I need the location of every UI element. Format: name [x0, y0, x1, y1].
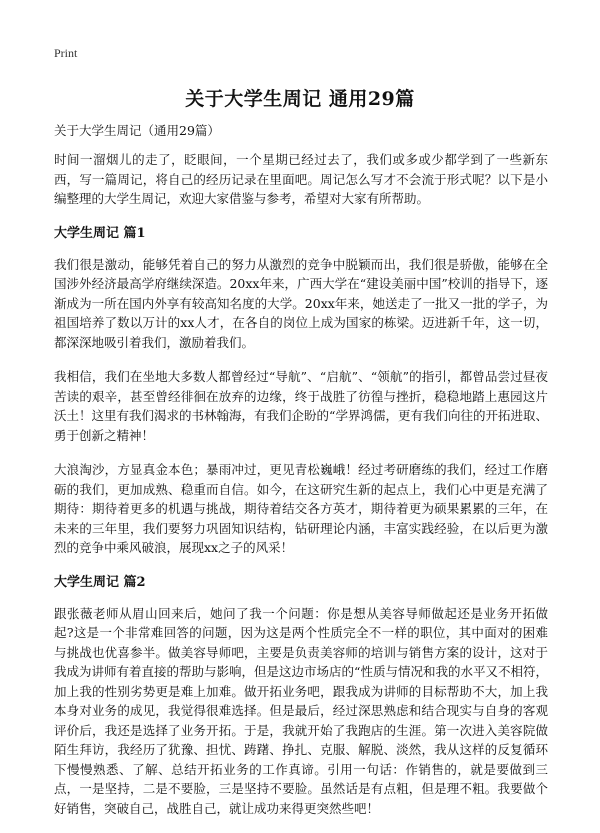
intro-paragraph: 时间一溜烟儿的走了，眨眼间，一个星期已经过去了，我们或多或少都学到了一些新东西，写一篇周记，将自己的经历记录在里面吧。周记怎么写才不会流于形式呢？以下是小编整理的大学生周记，欢迎大家借鉴与参考，希望对大家有所帮助。	[54, 152, 548, 206]
article-body	[54, 150, 548, 833]
page-title: 关于大学生周记 通用29篇	[185, 88, 415, 110]
section-1-paragraph-1: 我们很是激动，能够凭着自己的努力从激烈的竞争中脱颖而出，我们很是骄傲，能够在全国涉外经济最高学府继续深造。20xx年来，广西大学在“建设美丽中国”校训的指导下，逐渐成为一所在国内外享有较高知名度的大学。20xx年来，她送走了一批又一批的学子，为祖国培养了数以万计的xx人才，在各自的岗位上成为国家的栋梁。迈进新千年，这一切，都深深地吸引着我们，激励着我们。	[54, 256, 548, 350]
section-2-paragraph-1: 跟张薇老师从眉山回来后，她问了我一个问题：你是想从美容导师做起还是业务开拓做起?这是一个非常难回答的问题，因为这是两个性质完全不一样的职位，其中面对的困难与挑战也优喜参半。做美容导师吧，主要是负责美容师的培训与销售方案的设计，这对于我成为讲师有着直接的帮助与影响，但是这边市场店的“性质与情况和我的水平又不相符，加上我的性别劣势更是难上加难。做开拓业务吧，跟我成为讲师的目标帮助不大，加上我本身对业务的成见，我觉得很难选择。但是最后，经过深思熟虑和结合现实与自身的客观评价后，我还是选择了业务开拓。于是，我就开始了我跑店的生涯。第一次进入美容院做陌生拜访，我经历了犹豫、担忧、踌躇、挣扎、克服、解脱、淡然，我从这样的反复循环下慢慢熟悉、了解、总结开拓业务的工作真谛。引用一句话：作销售的，就是要做到三点，一是坚持，二是不要脸，三是坚持不要脸。虽然话是有点粗，但是理不粗。我要做个好销售，突破自己，战胜自己，就让成功来得更突然些吧！	[54, 605, 548, 816]
page-subtitle: 关于大学生周记（通用29篇）	[54, 123, 220, 138]
section-1-paragraph-2: 我相信，我们在坐地大多数人都曾经过“导航”、“启航”、“领航”的指引，都曾品尝过昼夜苦读的艰辛，甚至曾经徘徊在放弃的边缘，终于战胜了彷徨与挫折，稳稳地踏上惠园这片沃土！这里有我们渴求的书林翰海，有我们企盼的“学界鸿儒，更有我们向往的开拓进取、勇于创新之精神！	[54, 369, 548, 443]
section-1-paragraph-3: 大浪淘沙，方显真金本色；暴雨冲过，更见青松巍峨！经过考研磨练的我们，经过工作磨砺的我们，更加成熟、稳重而自信。如今，在这研究生新的起点上，我们心中更是充满了期待：期待着更多的机遇与挑战，期待着结交各方英才，期待着更为硕果累累的三年，在未来的三年里，我们要努力巩固知识结构，钻研理论内涵，丰富实践经验，在以后更为激烈的竞争中乘风破浪，展现xx之子的风采！	[54, 462, 548, 555]
section-heading-1: 大学生周记 篇1	[54, 225, 146, 241]
section-heading-2: 大学生周记 篇2	[54, 574, 146, 590]
print-link[interactable]: Print	[54, 46, 78, 60]
